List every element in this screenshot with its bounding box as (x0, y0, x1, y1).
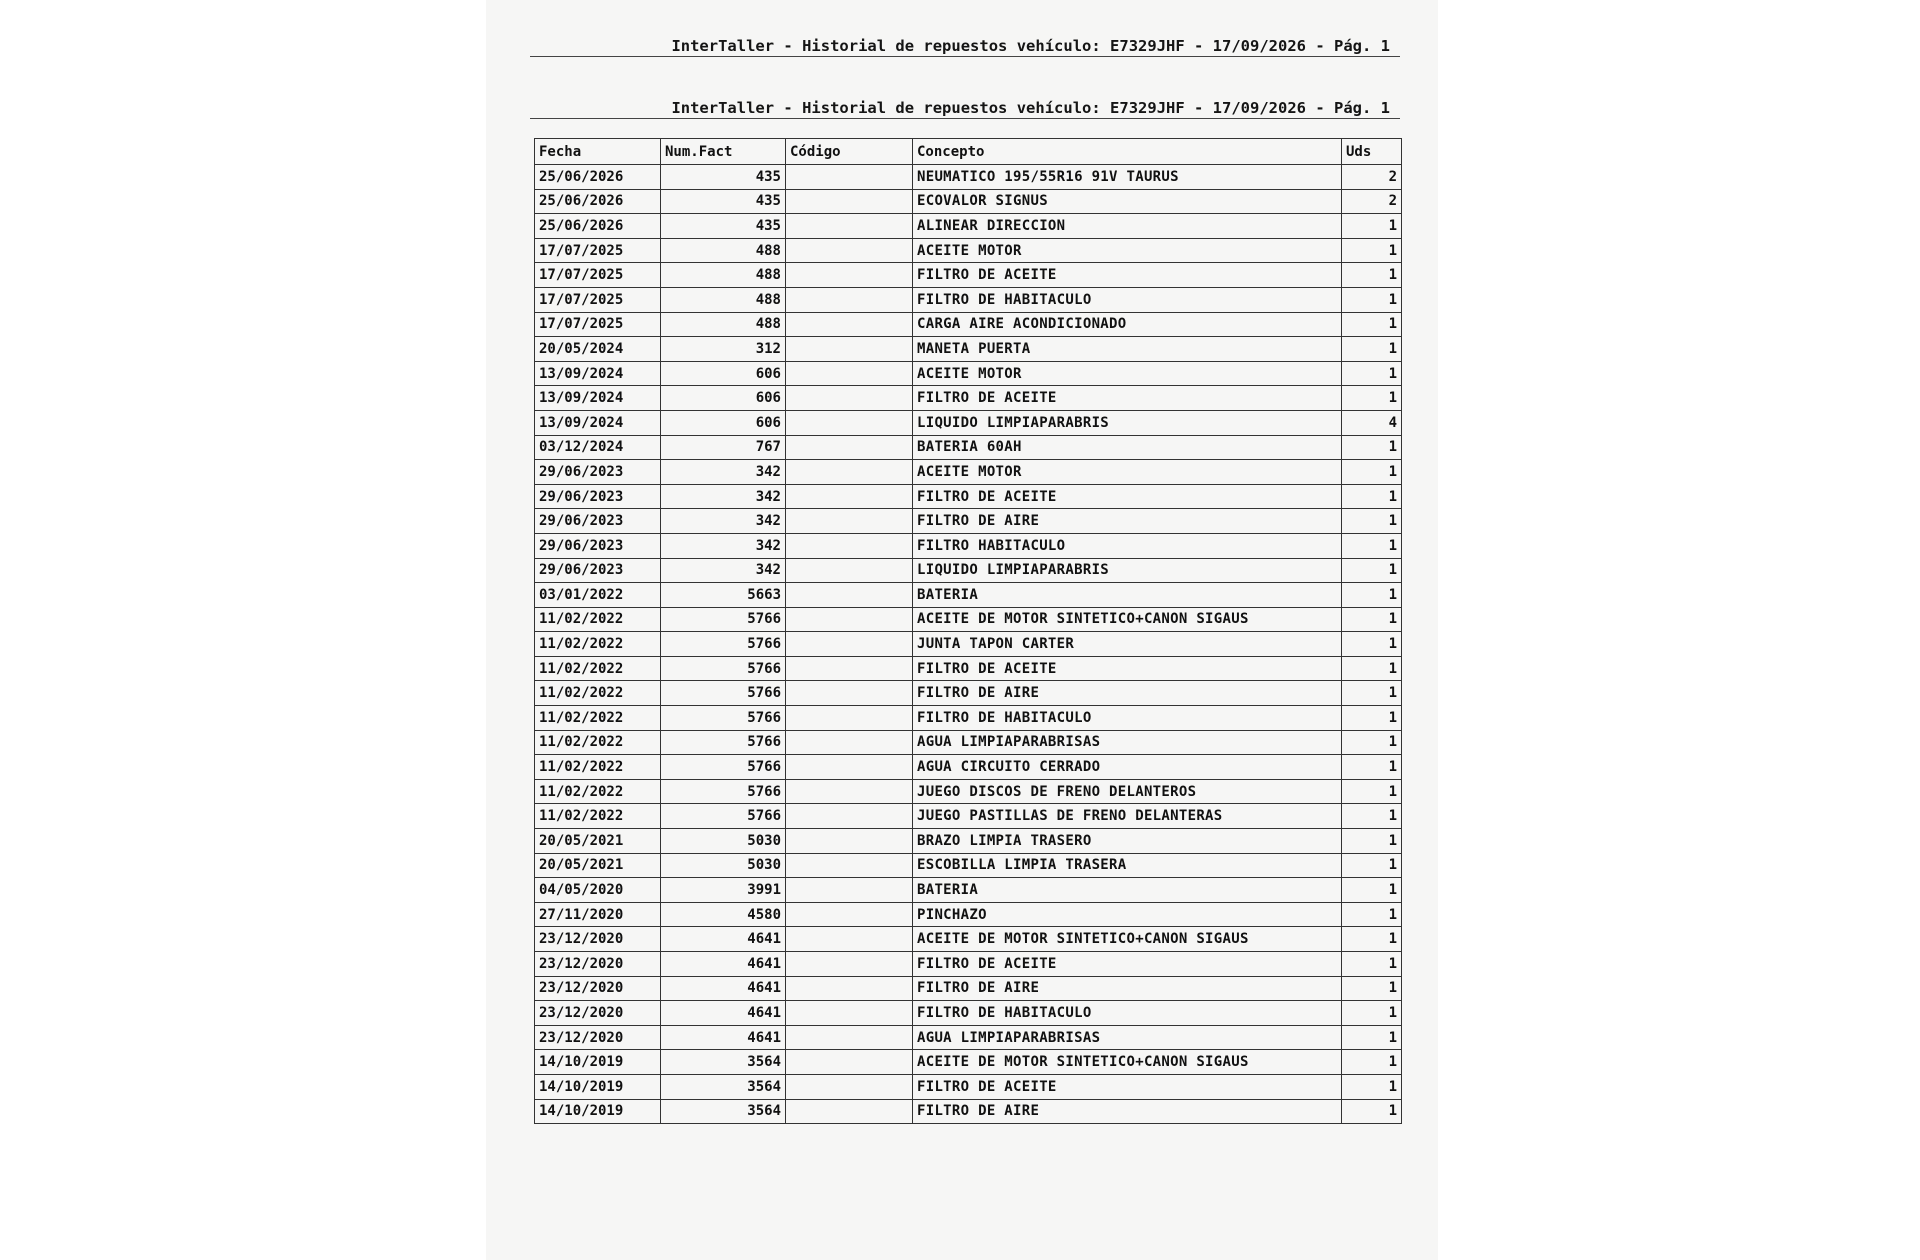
concepto-cell: BRAZO LIMPIA TRASERO (913, 829, 1342, 854)
num-fact-cell: 4641 (661, 1001, 786, 1026)
fecha-cell: 03/01/2022 (535, 583, 661, 608)
codigo-cell (786, 1050, 913, 1075)
codigo-cell (786, 312, 913, 337)
concepto-cell: NEUMATICO 195/55R16 91V TAURUS (913, 165, 1342, 190)
table-header-row (535, 139, 1402, 165)
num-fact-cell: 3991 (661, 878, 786, 903)
codigo-cell (786, 435, 913, 460)
uds-cell: 1 (1342, 1050, 1402, 1075)
codigo-cell (786, 927, 913, 952)
fecha-cell: 23/12/2020 (535, 1025, 661, 1050)
codigo-cell (786, 189, 913, 214)
codigo-cell (786, 681, 913, 706)
table-row (535, 902, 1402, 927)
codigo-cell (786, 533, 913, 558)
codigo-cell (786, 755, 913, 780)
concepto-cell: LIQUIDO LIMPIAPARABRIS (913, 410, 1342, 435)
table-row (535, 165, 1402, 190)
codigo-cell (786, 779, 913, 804)
uds-cell: 1 (1342, 509, 1402, 534)
concepto-cell: FILTRO DE AIRE (913, 509, 1342, 534)
concepto-cell: FILTRO DE AIRE (913, 681, 1342, 706)
concepto-cell: AGUA CIRCUITO CERRADO (913, 755, 1342, 780)
uds-cell: 4 (1342, 410, 1402, 435)
fecha-cell: 20/05/2021 (535, 829, 661, 854)
uds-cell: 1 (1342, 927, 1402, 952)
fecha-cell: 11/02/2022 (535, 706, 661, 731)
table-row (535, 607, 1402, 632)
uds-cell: 1 (1342, 706, 1402, 731)
table-row (535, 1050, 1402, 1075)
num-fact-cell: 5766 (661, 656, 786, 681)
fecha-cell: 17/07/2025 (535, 287, 661, 312)
num-fact-cell: 5766 (661, 755, 786, 780)
codigo-cell (786, 878, 913, 903)
fecha-cell: 23/12/2020 (535, 976, 661, 1001)
fecha-cell: 14/10/2019 (535, 1050, 661, 1075)
num-fact-cell: 488 (661, 287, 786, 312)
column-header-concepto: Concepto (913, 139, 1342, 165)
num-fact-cell: 342 (661, 509, 786, 534)
uds-cell: 1 (1342, 976, 1402, 1001)
num-fact-cell: 5766 (661, 681, 786, 706)
fecha-cell: 25/06/2026 (535, 189, 661, 214)
column-header-num-fact: Num.Fact (661, 139, 786, 165)
table-row (535, 189, 1402, 214)
uds-cell: 1 (1342, 1025, 1402, 1050)
fecha-cell: 03/12/2024 (535, 435, 661, 460)
table-row (535, 287, 1402, 312)
codigo-cell (786, 386, 913, 411)
table-row (535, 435, 1402, 460)
table-row (535, 312, 1402, 337)
concepto-cell: JUEGO DISCOS DE FRENO DELANTEROS (913, 779, 1342, 804)
concepto-cell: ACEITE MOTOR (913, 460, 1342, 485)
fecha-cell: 23/12/2020 (535, 952, 661, 977)
column-header-uds: Uds (1342, 139, 1402, 165)
fecha-cell: 17/07/2025 (535, 312, 661, 337)
fecha-cell: 25/06/2026 (535, 214, 661, 239)
table-row (535, 1001, 1402, 1026)
uds-cell: 1 (1342, 533, 1402, 558)
codigo-cell (786, 410, 913, 435)
num-fact-cell: 4641 (661, 952, 786, 977)
uds-cell: 1 (1342, 312, 1402, 337)
table-row (535, 410, 1402, 435)
num-fact-cell: 5766 (661, 804, 786, 829)
uds-cell: 1 (1342, 853, 1402, 878)
uds-cell: 1 (1342, 361, 1402, 386)
num-fact-cell: 4641 (661, 927, 786, 952)
fecha-cell: 11/02/2022 (535, 681, 661, 706)
fecha-cell: 11/02/2022 (535, 730, 661, 755)
uds-cell: 1 (1342, 902, 1402, 927)
fecha-cell: 11/02/2022 (535, 656, 661, 681)
uds-cell: 1 (1342, 583, 1402, 608)
concepto-cell: BATERIA (913, 583, 1342, 608)
num-fact-cell: 435 (661, 189, 786, 214)
table-row (535, 1025, 1402, 1050)
uds-cell: 1 (1342, 829, 1402, 854)
fecha-cell: 04/05/2020 (535, 878, 661, 903)
codigo-cell (786, 656, 913, 681)
fecha-cell: 29/06/2023 (535, 460, 661, 485)
concepto-cell: CARGA AIRE ACONDICIONADO (913, 312, 1342, 337)
uds-cell: 2 (1342, 189, 1402, 214)
concepto-cell: FILTRO HABITACULO (913, 533, 1342, 558)
num-fact-cell: 5766 (661, 632, 786, 657)
fecha-cell: 17/07/2025 (535, 238, 661, 263)
fecha-cell: 13/09/2024 (535, 361, 661, 386)
uds-cell: 1 (1342, 238, 1402, 263)
concepto-cell: FILTRO DE ACEITE (913, 386, 1342, 411)
uds-cell: 1 (1342, 755, 1402, 780)
concepto-cell: LIQUIDO LIMPIAPARABRIS (913, 558, 1342, 583)
codigo-cell (786, 952, 913, 977)
uds-cell: 1 (1342, 287, 1402, 312)
fecha-cell: 23/12/2020 (535, 1001, 661, 1026)
codigo-cell (786, 902, 913, 927)
table-row (535, 878, 1402, 903)
codigo-cell (786, 1001, 913, 1026)
table-row (535, 214, 1402, 239)
codigo-cell (786, 337, 913, 362)
fecha-cell: 17/07/2025 (535, 263, 661, 288)
table-row (535, 263, 1402, 288)
uds-cell: 1 (1342, 632, 1402, 657)
codigo-cell (786, 583, 913, 608)
table-row (535, 460, 1402, 485)
codigo-cell (786, 361, 913, 386)
num-fact-cell: 488 (661, 263, 786, 288)
codigo-cell (786, 263, 913, 288)
num-fact-cell: 5030 (661, 829, 786, 854)
codigo-cell (786, 165, 913, 190)
codigo-cell (786, 730, 913, 755)
uds-cell: 1 (1342, 656, 1402, 681)
table-row (535, 927, 1402, 952)
concepto-cell: AGUA LIMPIAPARABRISAS (913, 1025, 1342, 1050)
table-body (535, 165, 1402, 1124)
fecha-cell: 29/06/2023 (535, 484, 661, 509)
num-fact-cell: 342 (661, 484, 786, 509)
concepto-cell: ACEITE DE MOTOR SINTETICO+CANON SIGAUS (913, 607, 1342, 632)
table-row (535, 361, 1402, 386)
concepto-cell: FILTRO DE ACEITE (913, 952, 1342, 977)
table-row (535, 533, 1402, 558)
column-header-codigo: Código (786, 139, 913, 165)
table-row (535, 706, 1402, 731)
codigo-cell (786, 1025, 913, 1050)
num-fact-cell: 5766 (661, 730, 786, 755)
codigo-cell (786, 804, 913, 829)
num-fact-cell: 3564 (661, 1050, 786, 1075)
fecha-cell: 11/02/2022 (535, 632, 661, 657)
table-row (535, 632, 1402, 657)
concepto-cell: ACEITE DE MOTOR SINTETICO+CANON SIGAUS (913, 1050, 1342, 1075)
uds-cell: 1 (1342, 484, 1402, 509)
column-header-fecha: Fecha (535, 139, 661, 165)
codigo-cell (786, 238, 913, 263)
codigo-cell (786, 287, 913, 312)
concepto-cell: JUEGO PASTILLAS DE FRENO DELANTERAS (913, 804, 1342, 829)
num-fact-cell: 767 (661, 435, 786, 460)
uds-cell: 1 (1342, 460, 1402, 485)
uds-cell: 1 (1342, 804, 1402, 829)
codigo-cell (786, 829, 913, 854)
table-row (535, 337, 1402, 362)
fecha-cell: 11/02/2022 (535, 779, 661, 804)
table-row (535, 779, 1402, 804)
fecha-cell: 13/09/2024 (535, 410, 661, 435)
fecha-cell: 11/02/2022 (535, 607, 661, 632)
fecha-cell: 27/11/2020 (535, 902, 661, 927)
concepto-cell: FILTRO DE ACEITE (913, 1074, 1342, 1099)
concepto-cell: ACEITE DE MOTOR SINTETICO+CANON SIGAUS (913, 927, 1342, 952)
fecha-cell: 29/06/2023 (535, 509, 661, 534)
uds-cell: 1 (1342, 214, 1402, 239)
concepto-cell: BATERIA (913, 878, 1342, 903)
table-row (535, 656, 1402, 681)
num-fact-cell: 606 (661, 410, 786, 435)
uds-cell: 1 (1342, 435, 1402, 460)
fecha-cell: 29/06/2023 (535, 533, 661, 558)
uds-cell: 1 (1342, 730, 1402, 755)
num-fact-cell: 3564 (661, 1074, 786, 1099)
num-fact-cell: 342 (661, 558, 786, 583)
uds-cell: 1 (1342, 386, 1402, 411)
uds-cell: 1 (1342, 1001, 1402, 1026)
num-fact-cell: 5766 (661, 779, 786, 804)
table-row (535, 853, 1402, 878)
fecha-cell: 25/06/2026 (535, 165, 661, 190)
table-row (535, 755, 1402, 780)
uds-cell: 1 (1342, 878, 1402, 903)
uds-cell: 1 (1342, 1074, 1402, 1099)
codigo-cell (786, 853, 913, 878)
table-row (535, 583, 1402, 608)
concepto-cell: FILTRO DE HABITACULO (913, 1001, 1342, 1026)
concepto-cell: MANETA PUERTA (913, 337, 1342, 362)
concepto-cell: ECOVALOR SIGNUS (913, 189, 1342, 214)
concepto-cell: ACEITE MOTOR (913, 361, 1342, 386)
codigo-cell (786, 214, 913, 239)
fecha-cell: 11/02/2022 (535, 804, 661, 829)
num-fact-cell: 5030 (661, 853, 786, 878)
parts-history-table (534, 138, 1402, 1124)
codigo-cell (786, 1074, 913, 1099)
num-fact-cell: 4641 (661, 1025, 786, 1050)
codigo-cell (786, 484, 913, 509)
table-row (535, 1074, 1402, 1099)
fecha-cell: 20/05/2021 (535, 853, 661, 878)
concepto-cell: FILTRO DE HABITACULO (913, 287, 1342, 312)
num-fact-cell: 342 (661, 460, 786, 485)
fecha-cell: 29/06/2023 (535, 558, 661, 583)
concepto-cell: FILTRO DE AIRE (913, 1099, 1342, 1124)
uds-cell: 1 (1342, 952, 1402, 977)
uds-cell: 1 (1342, 1099, 1402, 1124)
table-row (535, 730, 1402, 755)
concepto-cell: FILTRO DE AIRE (913, 976, 1342, 1001)
codigo-cell (786, 509, 913, 534)
num-fact-cell: 4580 (661, 902, 786, 927)
uds-cell: 1 (1342, 681, 1402, 706)
table-row (535, 238, 1402, 263)
num-fact-cell: 488 (661, 312, 786, 337)
num-fact-cell: 435 (661, 165, 786, 190)
uds-cell: 1 (1342, 558, 1402, 583)
table-row (535, 829, 1402, 854)
num-fact-cell: 4641 (661, 976, 786, 1001)
uds-cell: 1 (1342, 263, 1402, 288)
concepto-cell: FILTRO DE ACEITE (913, 656, 1342, 681)
num-fact-cell: 5766 (661, 607, 786, 632)
num-fact-cell: 3564 (661, 1099, 786, 1124)
num-fact-cell: 606 (661, 386, 786, 411)
codigo-cell (786, 976, 913, 1001)
codigo-cell (786, 607, 913, 632)
uds-cell: 1 (1342, 607, 1402, 632)
num-fact-cell: 342 (661, 533, 786, 558)
concepto-cell: PINCHAZO (913, 902, 1342, 927)
codigo-cell (786, 632, 913, 657)
concepto-cell: AGUA LIMPIAPARABRISAS (913, 730, 1342, 755)
num-fact-cell: 435 (661, 214, 786, 239)
concepto-cell: JUNTA TAPON CARTER (913, 632, 1342, 657)
codigo-cell (786, 706, 913, 731)
uds-cell: 2 (1342, 165, 1402, 190)
table-row (535, 509, 1402, 534)
uds-cell: 1 (1342, 337, 1402, 362)
table-row (535, 952, 1402, 977)
codigo-cell (786, 460, 913, 485)
fecha-cell: 14/10/2019 (535, 1099, 661, 1124)
concepto-cell: ESCOBILLA LIMPIA TRASERA (913, 853, 1342, 878)
concepto-cell: BATERIA 60AH (913, 435, 1342, 460)
uds-cell: 1 (1342, 779, 1402, 804)
num-fact-cell: 488 (661, 238, 786, 263)
concepto-cell: ACEITE MOTOR (913, 238, 1342, 263)
concepto-cell: FILTRO DE ACEITE (913, 484, 1342, 509)
num-fact-cell: 312 (661, 337, 786, 362)
concepto-cell: FILTRO DE ACEITE (913, 263, 1342, 288)
num-fact-cell: 5663 (661, 583, 786, 608)
page-header: InterTaller - Historial de repuestos vehículo: E7329JHF - 17/09/2026 - Pág. 1 (530, 99, 1400, 119)
table-row (535, 484, 1402, 509)
table-row (535, 976, 1402, 1001)
codigo-cell (786, 1099, 913, 1124)
fecha-cell: 13/09/2024 (535, 386, 661, 411)
num-fact-cell: 5766 (661, 706, 786, 731)
fecha-cell: 23/12/2020 (535, 927, 661, 952)
table-row (535, 1099, 1402, 1124)
num-fact-cell: 606 (661, 361, 786, 386)
page-header: InterTaller - Historial de repuestos vehículo: E7329JHF - 17/09/2026 - Pág. 1 (530, 37, 1400, 57)
fecha-cell: 11/02/2022 (535, 755, 661, 780)
concepto-cell: ALINEAR DIRECCION (913, 214, 1342, 239)
codigo-cell (786, 558, 913, 583)
fecha-cell: 14/10/2019 (535, 1074, 661, 1099)
table-row (535, 386, 1402, 411)
table-row (535, 681, 1402, 706)
concepto-cell: FILTRO DE HABITACULO (913, 706, 1342, 731)
table-row (535, 558, 1402, 583)
table-row (535, 804, 1402, 829)
fecha-cell: 20/05/2024 (535, 337, 661, 362)
